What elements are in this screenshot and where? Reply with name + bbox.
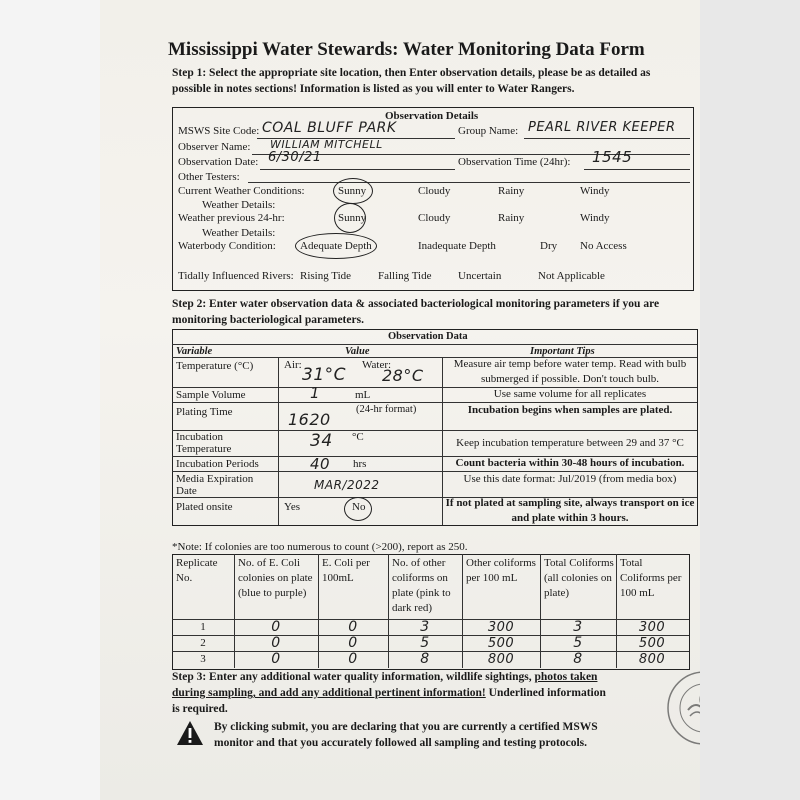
rep-row1-ecoli100[interactable]: 0 <box>348 619 358 635</box>
rep-row2-total100[interactable]: 500 <box>638 635 666 651</box>
time-value[interactable]: 1545 <box>592 148 633 166</box>
prev-weather-rainy[interactable]: Rainy <box>498 212 525 224</box>
rep-row3-no: 3 <box>200 653 206 665</box>
current-weather-rainy[interactable]: Rainy <box>498 185 525 197</box>
prev-weather-windy[interactable]: Windy <box>580 212 610 224</box>
step3-line1 <box>172 672 597 684</box>
rep-header-1: Replicate No. <box>176 557 218 584</box>
rep-row3-other100[interactable]: 800 <box>487 651 515 667</box>
plating-value[interactable]: 1620 <box>288 410 331 429</box>
warning-triangle-icon <box>176 720 204 746</box>
step3-line3: is required. <box>172 703 228 715</box>
onsite-label: Plated onsite <box>176 501 233 513</box>
rep-row3-other[interactable]: 8 <box>420 651 430 667</box>
onsite-yes[interactable]: Yes <box>284 501 301 513</box>
current-weather-selection-circle <box>333 178 373 204</box>
onsite-no[interactable]: No <box>352 501 366 513</box>
time-label: Observation Time (24hr): <box>458 156 571 168</box>
form-title: Mississippi Water Stewards: Water Monitoring Data Form <box>168 39 645 60</box>
tidal-falling[interactable]: Falling Tide <box>378 270 432 282</box>
waterbody-label: Waterbody Condition: <box>178 240 276 252</box>
rep-header-7: Total Coliforms per 100 mL <box>620 557 682 599</box>
rep-row1-ecoli[interactable]: 0 <box>271 619 281 635</box>
background-left <box>0 0 100 800</box>
incub-period-tip: Count bacteria within 30-48 hours of incubation. <box>455 457 685 469</box>
plating-unit: (24-hr format) <box>356 404 417 415</box>
temp-tip: Measure air temp before water temp. Read with bulb submerged if possible. Don't touch bulb. <box>453 358 687 385</box>
rep-row3-total[interactable]: 8 <box>573 651 583 667</box>
step2-line2: monitoring bacteriological parameters. <box>172 314 364 326</box>
colony-note: *Note: If colonies are too numerous to count (>200), report as 250. <box>172 541 468 553</box>
incub-temp-value[interactable]: 34 <box>310 431 333 451</box>
tidal-not-applicable[interactable]: Not Applicable <box>538 270 605 282</box>
media-tip: Use this date format: Jul/2019 (from media box) <box>463 472 677 485</box>
incub-period-unit: hrs <box>353 458 367 470</box>
step3-text-a: Step 3: Enter any additional water quality information, wildlife sightings, <box>172 671 535 683</box>
warning-line1: By clicking submit, you are declaring that you are currently a certified MSWS <box>214 721 598 733</box>
observer-value[interactable]: WILLIAM MITCHELL <box>270 138 383 151</box>
col-tips: Important Tips <box>530 346 595 357</box>
observation-details-heading: Observation Details <box>385 110 479 122</box>
date-value[interactable]: 6/30/21 <box>268 150 322 165</box>
temp-label: Temperature (°C) <box>176 360 254 372</box>
site-code-label: MSWS Site Code: <box>178 125 260 137</box>
observer-label: Observer Name: <box>178 141 251 153</box>
plating-label: Plating Time <box>176 406 233 418</box>
weather-details-label-2: Weather Details: <box>202 227 276 239</box>
rep-row3-total100[interactable]: 800 <box>638 651 666 667</box>
rep-row1-other[interactable]: 3 <box>420 619 430 635</box>
rep-row3-ecoli100[interactable]: 0 <box>348 651 358 667</box>
step3-photos: photos taken <box>534 671 598 683</box>
volume-value[interactable]: 1 <box>310 384 321 402</box>
step3-during: during sampling, and add any additional pertinent information! <box>172 687 486 699</box>
prev-weather-cloudy[interactable]: Cloudy <box>418 212 451 224</box>
incub-temp-label: Incubation Temperature <box>176 431 232 455</box>
rep-row3-ecoli[interactable]: 0 <box>271 651 281 667</box>
current-weather-label: Current Weather Conditions: <box>178 185 305 197</box>
rep-row2-other[interactable]: 5 <box>420 635 430 651</box>
rep-row1-total[interactable]: 3 <box>573 619 583 635</box>
other-testers-label: Other Testers: <box>178 171 240 183</box>
onsite-selection-circle <box>344 497 372 521</box>
incub-period-label: Incubation Periods <box>176 458 259 470</box>
rep-row1-other100[interactable]: 300 <box>487 619 515 635</box>
waterbody-inadequate[interactable]: Inadequate Depth <box>418 240 496 252</box>
media-label: Media Expiration Date <box>176 473 254 497</box>
paper-form <box>100 0 700 800</box>
step1-line2: possible in notes sections! Information is listed as you will enter to Water Rangers. <box>172 83 575 95</box>
weather-prev-label: Weather previous 24-hr: <box>178 212 285 224</box>
water-label: Water: <box>362 359 392 371</box>
mississippi-water-stewards-seal <box>666 670 700 746</box>
plating-tip: Incubation begins when samples are plated. <box>467 403 673 416</box>
rep-header-4: No. of other coliforms on plate (pink to dark red) <box>392 557 451 614</box>
waterbody-no-access[interactable]: No Access <box>580 240 627 252</box>
col-value: Value <box>345 346 370 357</box>
step2-line1: Step 2: Enter water observation data & associated bacteriological monitoring parameters if you are <box>172 298 660 310</box>
air-value[interactable]: 31°C <box>302 365 347 385</box>
current-weather-windy[interactable]: Windy <box>580 185 610 197</box>
tidal-label: Tidally Influenced Rivers: <box>178 270 294 282</box>
group-name-label: Group Name: <box>458 125 519 137</box>
waterbody-adequate[interactable]: Adequate Depth <box>300 240 372 252</box>
rep-header-3: E. Coli per 100mL <box>322 557 370 584</box>
tidal-uncertain[interactable]: Uncertain <box>458 270 502 282</box>
waterbody-selection-circle <box>295 233 377 259</box>
rep-row2-no: 2 <box>200 637 206 649</box>
rep-header-6: Total Coliforms (all colonies on plate) <box>544 557 614 599</box>
rep-row1-no: 1 <box>200 621 206 633</box>
group-name-value[interactable]: PEARL RIVER KEEPER <box>528 120 676 135</box>
rep-row1-total100[interactable]: 300 <box>638 619 666 635</box>
current-weather-cloudy[interactable]: Cloudy <box>418 185 451 197</box>
step3-text-b: Underlined information <box>485 687 606 699</box>
observation-data-heading: Observation Data <box>388 331 468 342</box>
volume-tip: Use same volume for all replicates <box>493 388 647 400</box>
rep-row2-ecoli[interactable]: 0 <box>271 635 281 651</box>
waterbody-dry[interactable]: Dry <box>540 240 558 252</box>
incub-temp-tip: Keep incubation temperature between 29 and 37 °C <box>456 436 684 449</box>
onsite-tip: If not plated at sampling site, always transport on ice and plate within 3 hours. <box>445 497 695 524</box>
prev-weather-sunny[interactable]: Sunny <box>338 212 367 224</box>
tidal-rising[interactable]: Rising Tide <box>300 270 352 282</box>
background-right <box>700 0 800 800</box>
step3-line2 <box>172 688 606 700</box>
col-variable: Variable <box>176 346 213 357</box>
rep-row2-ecoli100[interactable]: 0 <box>348 635 358 651</box>
prev-weather-selection-circle <box>334 203 366 233</box>
incub-period-value[interactable]: 40 <box>310 455 331 473</box>
water-value[interactable]: 28°C <box>382 366 424 385</box>
rep-header-2: No. of E. Coli colonies on plate (blue to purple) <box>238 557 313 599</box>
weather-details-label-1: Weather Details: <box>202 199 276 211</box>
rep-row2-total[interactable]: 5 <box>573 635 583 651</box>
current-weather-sunny[interactable]: Sunny <box>338 185 367 197</box>
rep-row2-other100[interactable]: 500 <box>487 635 515 651</box>
warning-line2: monitor and that you accurately followed all sampling and testing protocols. <box>214 737 588 749</box>
air-label: Air: <box>284 359 302 371</box>
volume-label: Sample Volume <box>176 389 246 401</box>
volume-unit: mL <box>355 389 371 401</box>
incub-temp-unit: °C <box>352 431 364 443</box>
step1-line1: Step 1: Select the appropriate site location, then Enter observation details, please be as detailed as <box>172 67 651 79</box>
date-label: Observation Date: <box>178 156 259 168</box>
site-code-value[interactable]: COAL BLUFF PARK <box>262 120 397 136</box>
rep-header-5: Other coliforms per 100 mL <box>466 557 536 584</box>
media-value[interactable]: MAR/2022 <box>314 478 380 492</box>
